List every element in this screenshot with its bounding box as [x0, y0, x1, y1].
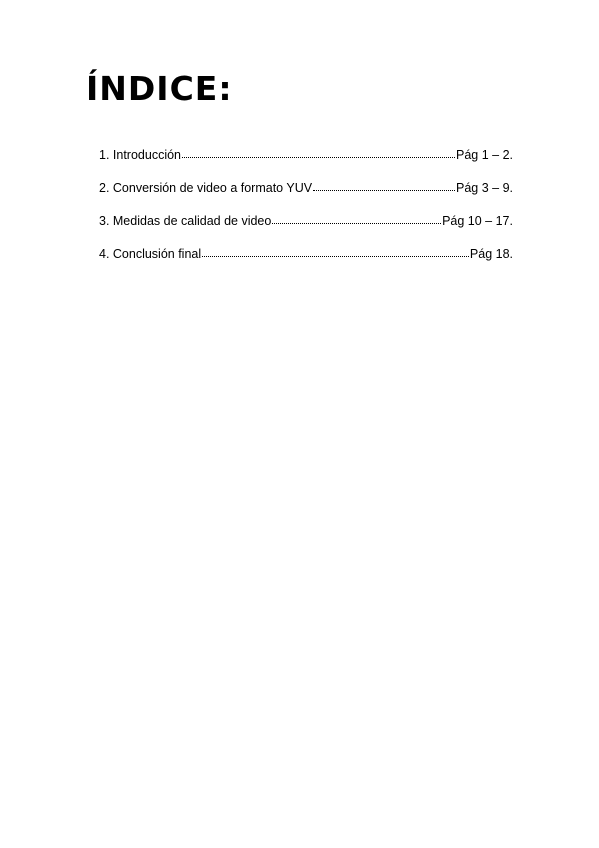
toc-dot-leader	[182, 147, 455, 158]
toc-entry-page: Pág 1 – 2.	[456, 148, 513, 162]
toc-entry-page: Pág 18.	[469, 247, 513, 261]
toc-entry-page: Pág 10 – 17.	[442, 214, 513, 228]
toc-entry-conversion	[99, 179, 513, 212]
toc-dot-leader	[272, 213, 441, 224]
toc-dot-leader	[313, 180, 455, 191]
toc-entry-medidas	[99, 212, 513, 245]
toc-entry-introduccion	[99, 146, 513, 179]
toc-entry-label: 1. Introducción	[99, 148, 181, 162]
toc-dot-leader	[202, 246, 469, 257]
toc-entry-conclusion	[99, 245, 513, 278]
table-of-contents	[99, 146, 513, 278]
toc-entry-label: 2. Conversión de video a formato YUV	[99, 181, 313, 195]
toc-entry-label: 4. Conclusión final	[99, 247, 202, 261]
toc-entry-page: Pág 3 – 9.	[456, 181, 513, 195]
toc-entry-label: 3. Medidas de calidad de video	[99, 214, 272, 228]
page-title: ÍNDICE:	[86, 69, 233, 108]
